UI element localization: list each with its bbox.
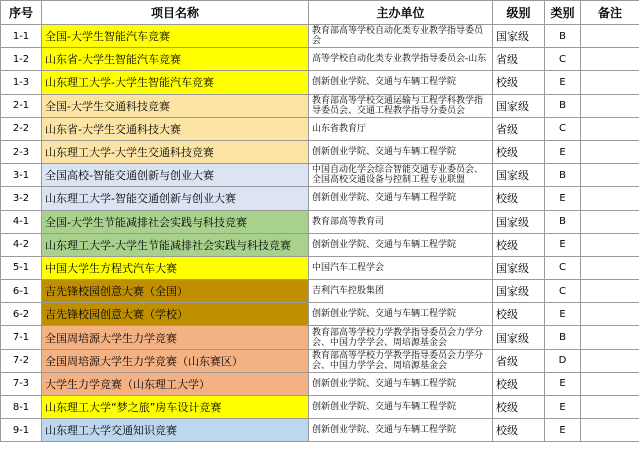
row-note [581,117,639,140]
header-category: 类别 [545,1,581,25]
row-org: 教育部高等学校交通运输与工程学科教学指导委员会、交通工程教学指导分委员会 [309,94,493,117]
row-name: 山东理工大学交通知识竞赛 [42,419,309,442]
row-name: 全国-大学生节能减排社会实践与科技竞赛 [42,210,309,233]
row-note [581,256,639,279]
row-note [581,303,639,326]
row-seq: 4-1 [1,210,42,233]
row-level: 省级 [493,48,545,71]
row-org: 教育部高等学校力学教学指导委员会力学分会、中国力学学会、周培源基金会 [309,349,493,372]
row-name: 全国高校-智能交通创新与创业大赛 [42,164,309,187]
row-level: 校级 [493,187,545,210]
row-note [581,187,639,210]
row-seq: 3-1 [1,164,42,187]
row-note [581,419,639,442]
row-name: 大学生力学竞赛（山东理工大学） [42,372,309,395]
header-note: 备注 [581,1,639,25]
row-org: 创新创业学院、交通与车辆工程学院 [309,303,493,326]
row-seq: 7-2 [1,349,42,372]
table-row [1,349,639,372]
row-note [581,94,639,117]
table-row [1,94,639,117]
row-name: 山东省-大学生交通科技大赛 [42,117,309,140]
row-name: 吉先锋校园创意大赛（学校） [42,303,309,326]
row-name: 山东理工大学-大学生交通科技竞赛 [42,140,309,163]
row-seq: 1-2 [1,48,42,71]
row-name: 全国周培源大学生力学竞赛（山东赛区） [42,349,309,372]
table-row [1,303,639,326]
table-row [1,326,639,349]
row-name: 山东理工大学“梦之旅”房车设计竞赛 [42,396,309,419]
row-seq: 7-3 [1,372,42,395]
row-category: B [545,94,581,117]
table-row [1,419,639,442]
row-level: 校级 [493,303,545,326]
row-category: B [545,210,581,233]
row-org: 中国自动化学会综合智能交通专业委员会、全国高校交通设备与控制工程专业联盟 [309,164,493,187]
row-category: C [545,48,581,71]
table-body [1,25,639,442]
row-name: 全国周培源大学生力学竞赛 [42,326,309,349]
table-row [1,210,639,233]
row-seq: 7-1 [1,326,42,349]
row-org: 吉利汽车控股集团 [309,280,493,303]
row-category: E [545,187,581,210]
table-row [1,71,639,94]
row-name: 中国大学生方程式汽车大赛 [42,256,309,279]
row-org: 高等学校自动化类专业教学指导委员会-山东 [309,48,493,71]
row-level: 国家级 [493,210,545,233]
row-note [581,233,639,256]
row-level: 国家级 [493,280,545,303]
row-org: 创新创业学院、交通与车辆工程学院 [309,396,493,419]
table-row [1,280,639,303]
row-category: E [545,71,581,94]
row-level: 校级 [493,372,545,395]
row-category: E [545,233,581,256]
row-note [581,349,639,372]
row-level: 校级 [493,396,545,419]
row-org: 创新创业学院、交通与车辆工程学院 [309,419,493,442]
row-note [581,280,639,303]
row-seq: 9-1 [1,419,42,442]
row-category: D [545,349,581,372]
row-seq: 2-1 [1,94,42,117]
row-org: 创新创业学院、交通与车辆工程学院 [309,71,493,94]
row-category: C [545,117,581,140]
row-seq: 2-3 [1,140,42,163]
row-note [581,140,639,163]
row-org: 教育部高等学校力学教学指导委员会力学分会、中国力学学会、周培源基金会 [309,326,493,349]
row-org: 创新创业学院、交通与车辆工程学院 [309,187,493,210]
row-level: 校级 [493,140,545,163]
row-seq: 2-2 [1,117,42,140]
row-note [581,164,639,187]
row-level: 国家级 [493,25,545,48]
row-level: 国家级 [493,326,545,349]
row-category: B [545,25,581,48]
header-row [1,1,639,25]
row-org: 创新创业学院、交通与车辆工程学院 [309,140,493,163]
row-note [581,71,639,94]
row-org: 山东省教育厅 [309,117,493,140]
row-seq: 6-1 [1,280,42,303]
row-name: 全国-大学生智能汽车竞赛 [42,25,309,48]
row-level: 国家级 [493,94,545,117]
header-level: 级别 [493,1,545,25]
row-name: 山东省-大学生智能汽车竞赛 [42,48,309,71]
row-category: C [545,256,581,279]
row-org: 教育部高等学校自动化类专业教学指导委员会 [309,25,493,48]
table-row [1,48,639,71]
row-level: 国家级 [493,164,545,187]
row-seq: 1-1 [1,25,42,48]
row-note [581,372,639,395]
row-category: E [545,140,581,163]
row-name: 山东理工大学-大学生智能汽车竞赛 [42,71,309,94]
header-name: 项目名称 [42,1,309,25]
row-category: B [545,326,581,349]
row-category: B [545,164,581,187]
row-org: 创新创业学院、交通与车辆工程学院 [309,372,493,395]
table-row [1,187,639,210]
row-org: 中国汽车工程学会 [309,256,493,279]
row-note [581,210,639,233]
table-row [1,117,639,140]
row-seq: 6-2 [1,303,42,326]
row-seq: 3-2 [1,187,42,210]
table-row [1,396,639,419]
row-category: E [545,303,581,326]
row-org: 教育部高等教育司 [309,210,493,233]
row-seq: 1-3 [1,71,42,94]
header-seq: 序号 [1,1,42,25]
row-note [581,326,639,349]
row-seq: 8-1 [1,396,42,419]
row-level: 国家级 [493,256,545,279]
table-row [1,256,639,279]
row-category: C [545,280,581,303]
row-name: 吉先锋校园创意大赛（全国） [42,280,309,303]
row-category: E [545,396,581,419]
row-name: 山东理工大学-大学生节能减排社会实践与科技竞赛 [42,233,309,256]
table-row [1,372,639,395]
row-level: 校级 [493,71,545,94]
table-row [1,25,639,48]
row-name: 全国-大学生交通科技竞赛 [42,94,309,117]
row-seq: 5-1 [1,256,42,279]
row-level: 省级 [493,349,545,372]
row-name: 山东理工大学-智能交通创新与创业大赛 [42,187,309,210]
row-note [581,48,639,71]
row-category: E [545,419,581,442]
row-level: 校级 [493,233,545,256]
header-org: 主办单位 [309,1,493,25]
row-note [581,25,639,48]
table-row [1,164,639,187]
row-org: 创新创业学院、交通与车辆工程学院 [309,233,493,256]
row-seq: 4-2 [1,233,42,256]
row-note [581,396,639,419]
table-row [1,233,639,256]
row-category: E [545,372,581,395]
table-row [1,140,639,163]
row-level: 校级 [493,419,545,442]
row-level: 省级 [493,117,545,140]
